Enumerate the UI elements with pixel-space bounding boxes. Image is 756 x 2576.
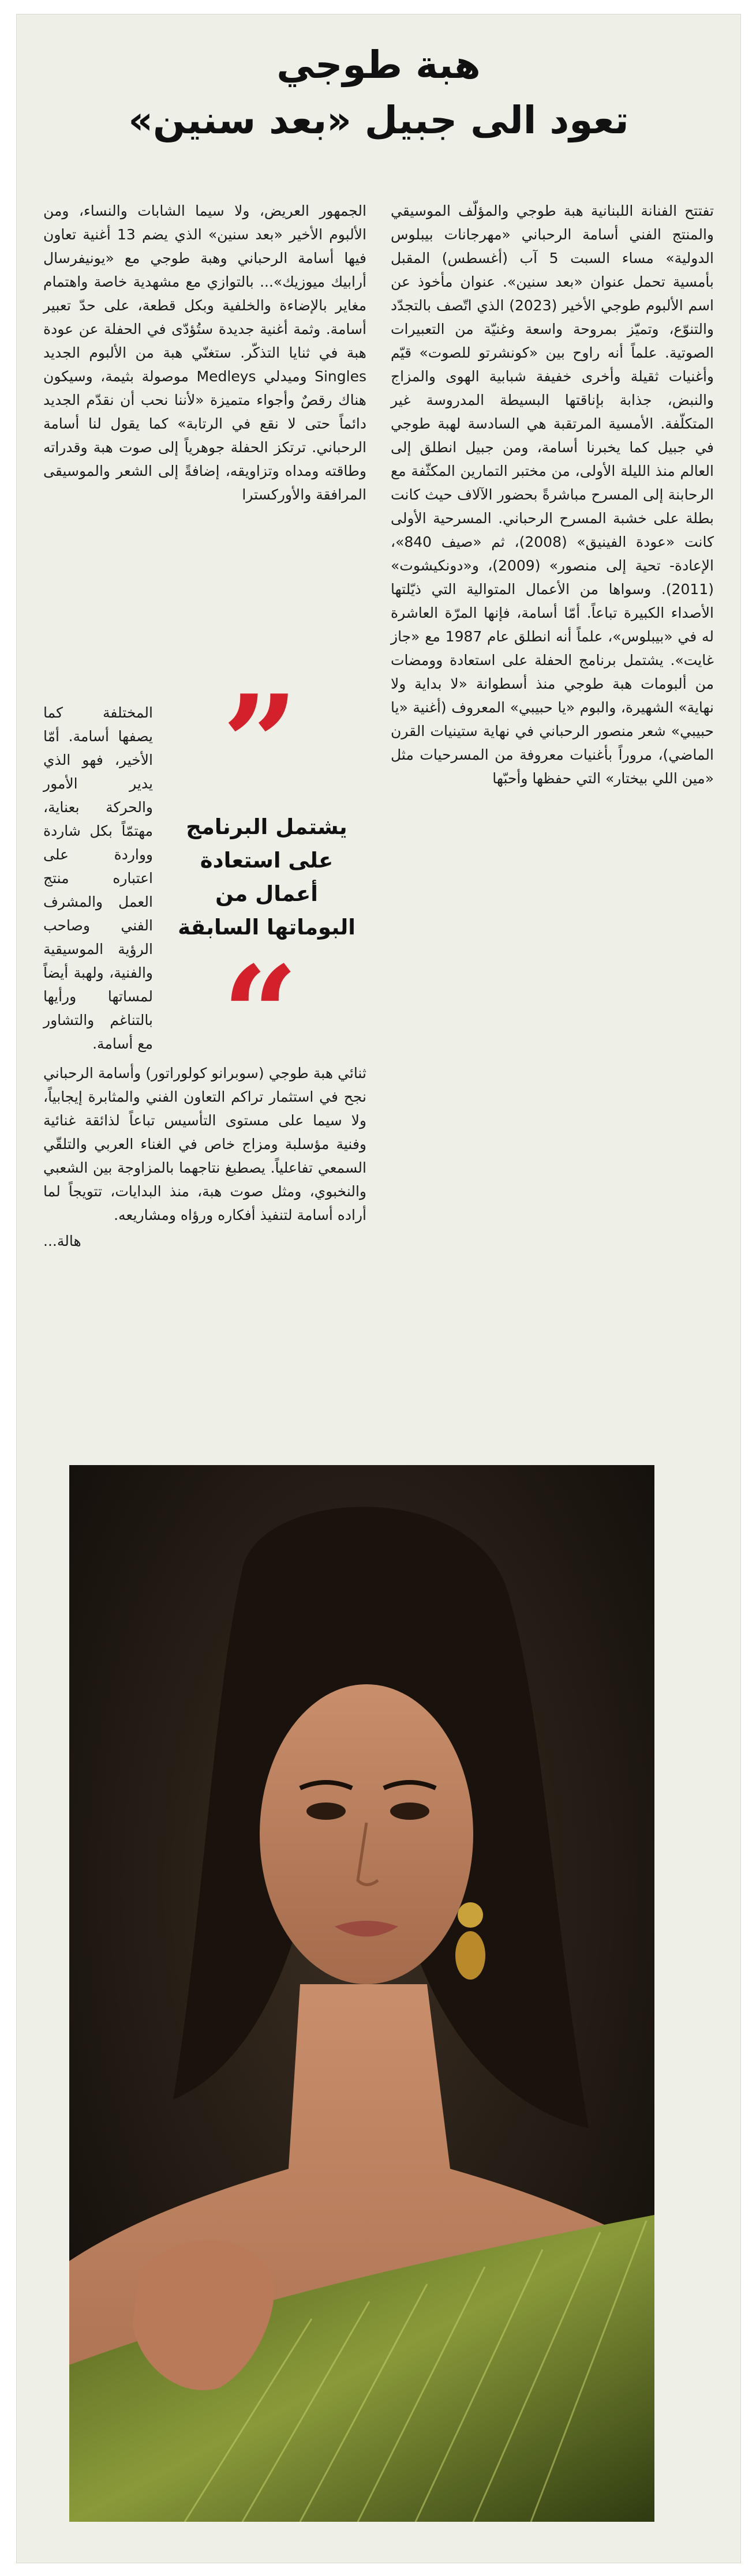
- article-column-right: تفتتح الفنانة اللبنانية هبة طوجي والمؤلّف الموسيقي والمنتج الفني أسامة الرحباني «مهرجانات بيبلوس الدولية» مساء السبت 5 آب (أغسطس) المقبل بأمسية تحمل عنوان «بعد سنين». عنوان مأخوذ عن اسم الألبوم طوجي الأخير (2023) الذي اتّصف بالتجدّد والتنوّع، وتميّز بمروحة واسعة وغنيّة من التعبيرات الصوتية. علماً أنه راوح بين «كونشرتو للصوت» قيّم وأغنيات ثقيلة وأخرى خفيفة شبابية الهوى والمزاج والنبض، جذابة بإناقتها البسيطة المدروسة غير المتكلّفة. الأمسية المرتقبة هي السادسة لهبة طوجي في جبيل كما يخبرنا أسامة، ومن جبيل انطلق إلى العالم منذ الليلة الأولى، من مختبر التمارين المكثّفة مع الرحابنة إلى المسرح مباشرةً بحضور الآلاف حيث كانت بطلة على خشبة المسرح الرحباني. المسرحية الأولى كانت «عودة الفينيق» (2008)، ثم «صيف 840»، الإعادة- تحية إلى منصور» (2009)، و«دونكيشوت» (2011). وسواها من الأعمال المتوالية التي ذيّلتها الأصداء الكبيرة تباعاً. أمّا أسامة، فإنها المرّة العاشرة له في «بيبلوس»، علماً أنه انطلق عام 1987 مع «جاز غايت». يشتمل برنامج الحفلة على استعادة وومضات من ألبومات هبة طوجي منذ أسطوانة «لا بداية ولا نهاية» الشهيرة، والبوم «يا حبيبي» المعروف (أغنية «يا حبيبي» شعر منصور الرحباني في نهاية ستينيات القرن الماضي)، مروراً بأغنيات معروفة من المسرحيات مثل «مين اللي بيختار» التي حفظها وأحبّها: [391, 202, 714, 787]
- article-column-left-bottom-text: ثنائي هبة طوجي (سوبرانو كولوراتور) وأسامة الرحباني نجح في استثمار تراكم التعاون الفني والمثابرة إيجابياً، ولا سيما على مستوى التأسيس تباعاً لذائقة غنائية وفنية مؤسلبة ومزاج خاص في الغناء العربي والتلقّي السمعي تفاعلياً. يصطبغ نتاجهما بالمزاوجة بين الشعبي والنخبوي، ومثل صوت هبة، منذ البدايات، تتويجاً لما أراده أسامة لتنفيذ أفكاره ورؤاه ومشاريعه.: [43, 1065, 366, 1223]
- article-column-left-top: الجمهور العريض، ولا سيما الشابات والنساء، ومن الألبوم الأخير «بعد سنين» الذي يضم 13 أغنية تعاون فيها أسامة الرحباني وهبة طوجي مع «يونيفرسال أرابيك ميوزيك»... بالتوازي مع مشهدية خاصة واهتمام مغاير بالإضاءة والخلفية وبكل قطعة، على حدّ تعبير أسامة. وثمة أغنية جديدة ستُؤدّى في الحفلة عن عودة هبة في ثنايا التذكّر. ستغنّي هبة من الألبوم الجديد Singles وميدلي Medleys موصولة بثيمة، وسيكون هناك رقصٌ وأجواء متميزة «لأننا نحب أن نقدّم الجديد دائماً حتى لا نقع في الرتابة» كما يقول لنا أسامة الرحباني. ترتكز الحفلة جوهرياً إلى صوت هبة وقدراته وطاقته ومداه وتزاويقه، إضافةً إلى الشعر والموسيقى المرافقة والأوركسترا: [43, 202, 366, 503]
- pull-quote-text: يشتمل البرنامج على استعادة أعمال من البوماتها السابقة: [178, 814, 355, 940]
- article-column-left-bottom: [43, 1061, 366, 1253]
- portrait-photo: [69, 1465, 654, 2522]
- portrait-illustration: [69, 1465, 654, 2522]
- pull-quote: [171, 666, 362, 1093]
- headline-line-1: هبة طوجي: [276, 43, 481, 87]
- article-column-left-middle: المختلفة كما يصفها أسامة. أمّا الأخير، فهو الذي يدير الأمور والحركة بعناية، مهتمّاً بكل شاردة وواردة على اعتباره منتج العمل والمشرف الفني وصاحب الرؤية الموسيقية والفنية، ولهبة أيضاً لمساتها ورأيها بالتناغم والتشاور مع أسامة.: [43, 704, 153, 1052]
- headline-line-2: تعود الى جبيل «بعد سنين»: [128, 98, 629, 142]
- quote-close-icon: “: [222, 937, 298, 1093]
- headline: [17, 37, 740, 148]
- quote-open-icon: ”: [222, 666, 298, 822]
- author-signoff: هالة...: [43, 1233, 81, 1249]
